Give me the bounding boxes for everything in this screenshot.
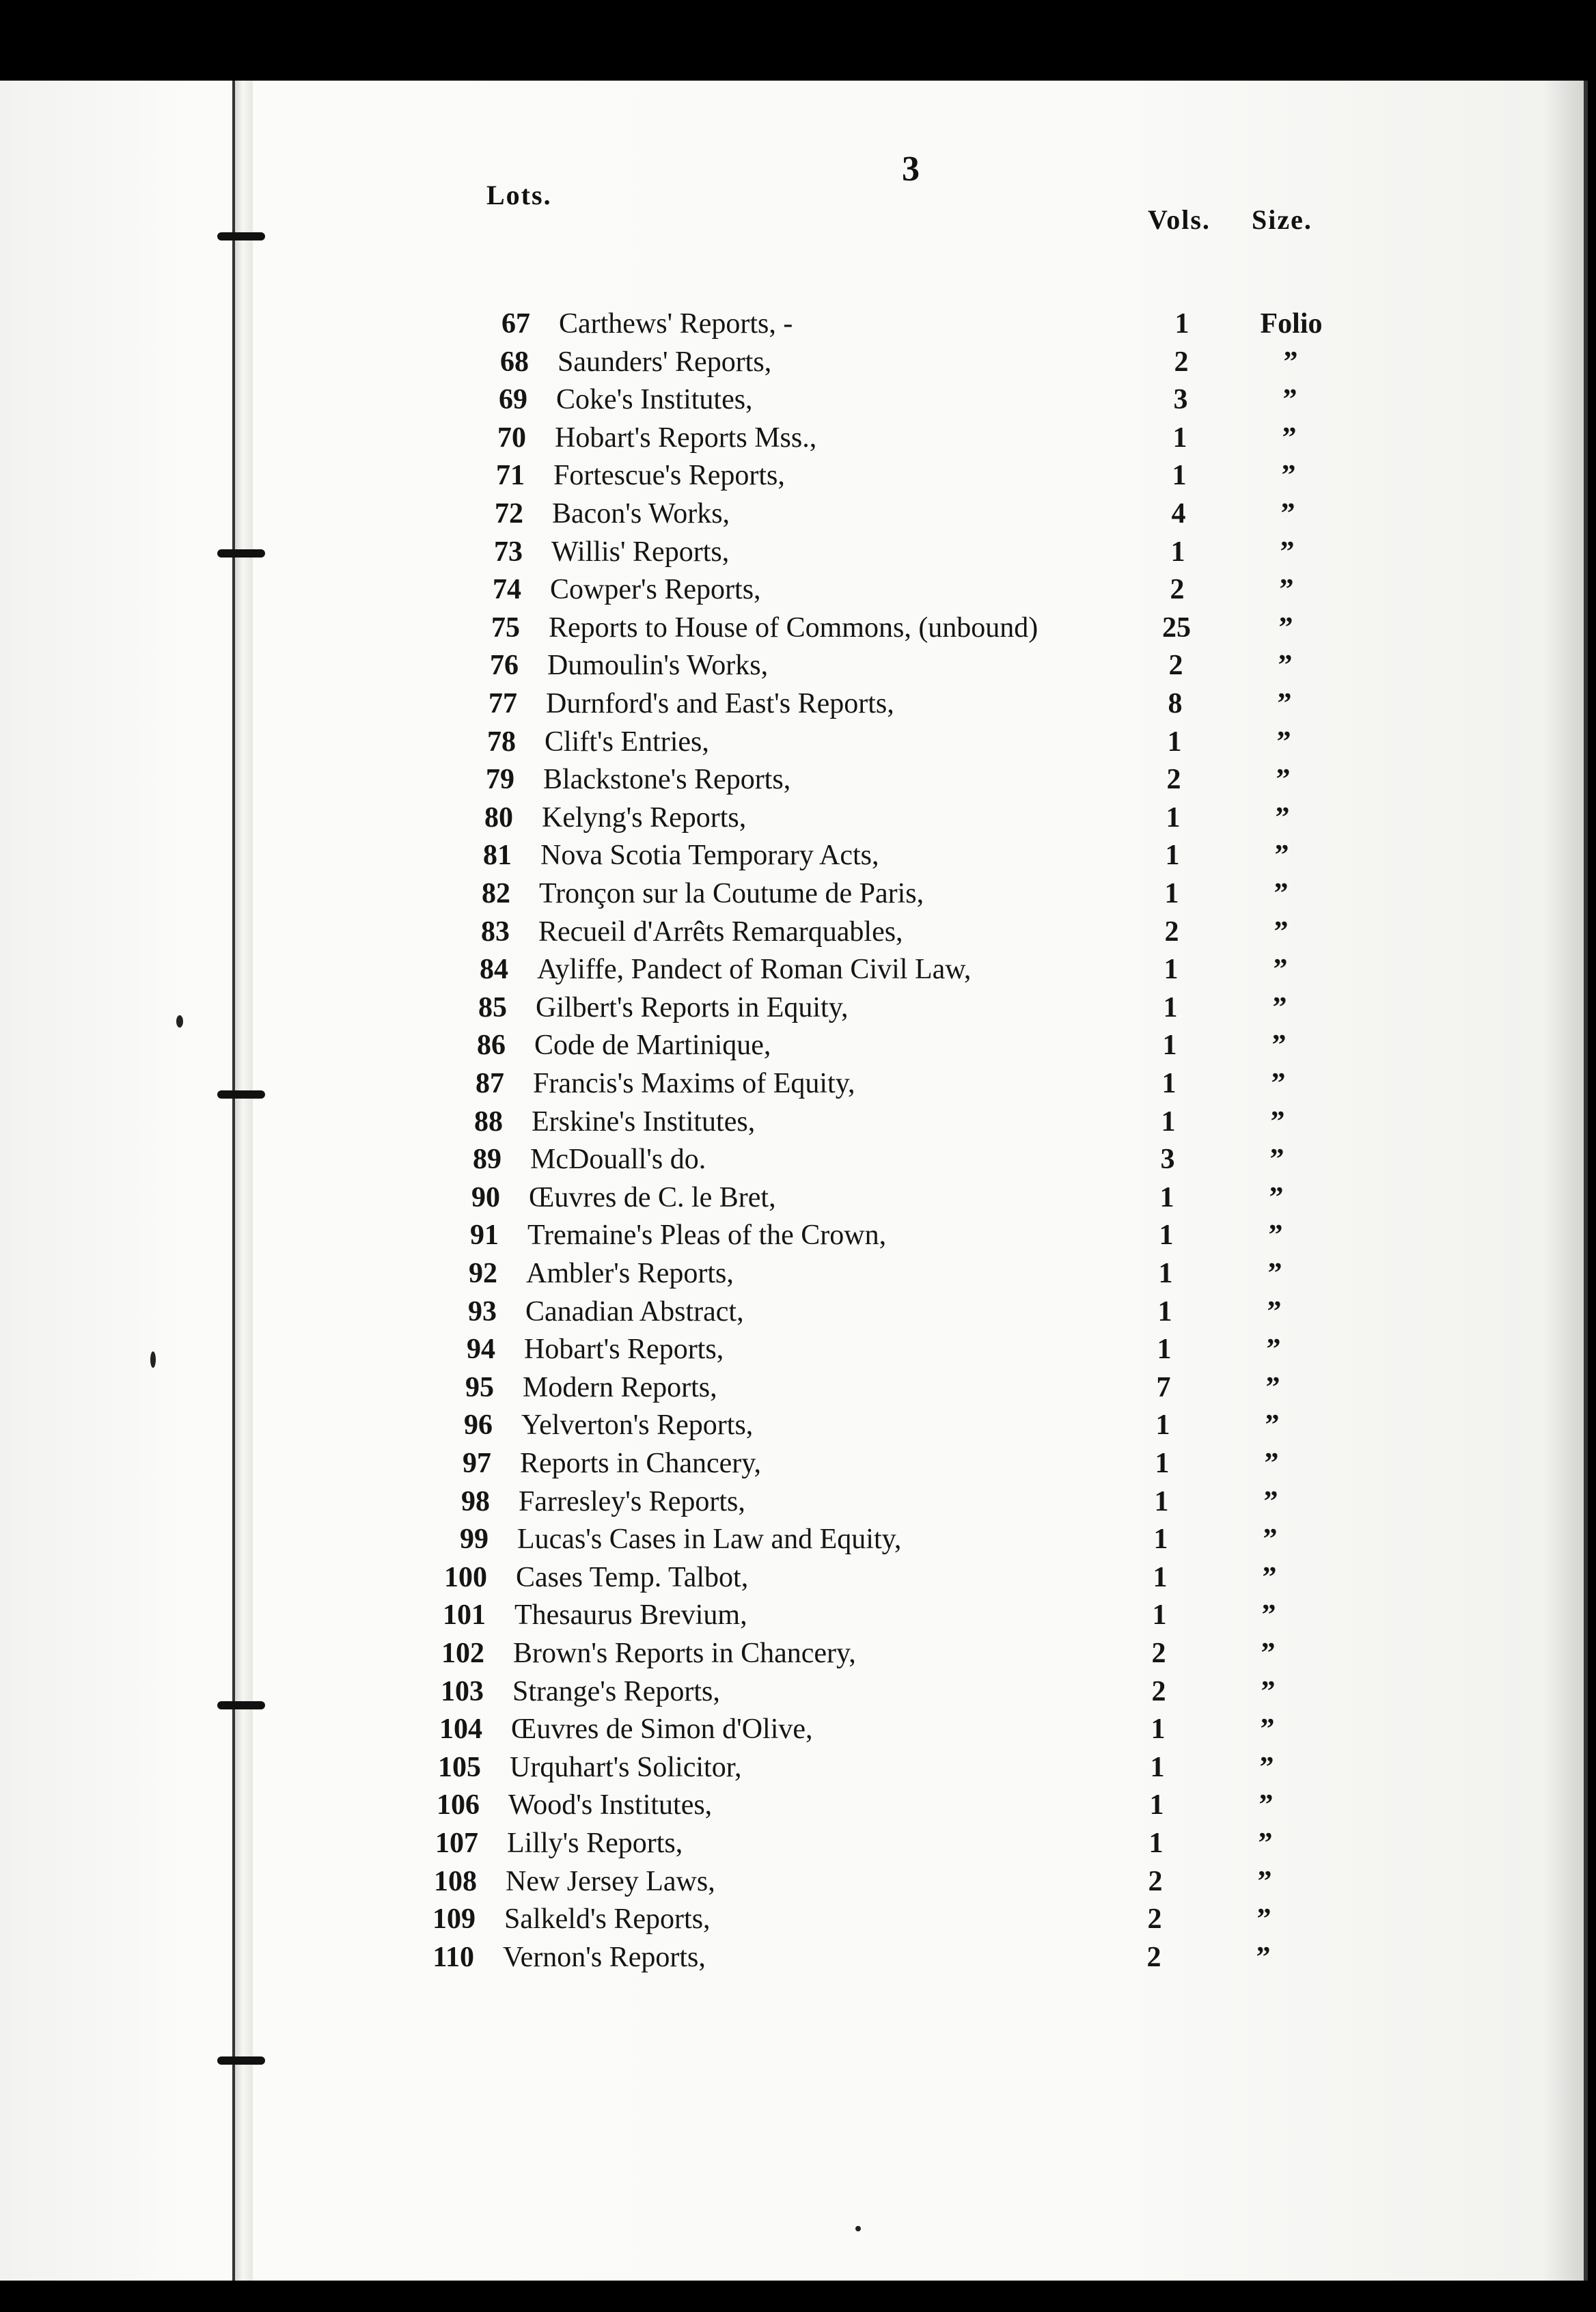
lot-row <box>0 1333 1596 1371</box>
lot-volumes: 1 <box>1163 991 1178 1023</box>
lot-volumes: 2 <box>1151 1638 1166 1669</box>
lot-number: 72 <box>495 498 523 529</box>
lot-title: Recueil d'Arrêts Remarquables, <box>538 916 903 948</box>
lot-size: ” <box>1274 840 1289 872</box>
lot-title: Cowper's Reports, <box>550 574 761 606</box>
lot-size: ” <box>1272 991 1287 1023</box>
lot-number: 78 <box>487 726 516 758</box>
lot-volumes: 1 <box>1152 1599 1167 1632</box>
lot-volumes: 1 <box>1166 801 1181 834</box>
lot-row <box>0 1827 1596 1865</box>
lot-row <box>0 1257 1596 1295</box>
lot-row <box>0 611 1596 650</box>
lot-number: 98 <box>461 1485 490 1517</box>
lot-size: ” <box>1267 1258 1282 1289</box>
lot-number: 105 <box>438 1751 481 1783</box>
lot-size: ” <box>1274 878 1289 909</box>
lot-title: Œuvres de Simon d'Olive, <box>511 1714 813 1746</box>
lot-volumes: 1 <box>1155 1409 1170 1442</box>
lot-number: 79 <box>486 764 514 796</box>
lot-row <box>0 1637 1596 1675</box>
lot-number: 95 <box>465 1371 494 1403</box>
lot-size: ” <box>1261 1675 1276 1707</box>
lot-title: Reports to House of Commons, (unbound) <box>549 611 1038 644</box>
lot-volumes: 2 <box>1148 1865 1163 1897</box>
lot-title: Œuvres de C. le Bret, <box>529 1181 776 1213</box>
lot-title: Cases Temp. Talbot, <box>516 1561 749 1593</box>
size-column-header: Size. <box>1252 204 1312 235</box>
lot-title: Reports in Chancery, <box>520 1448 762 1479</box>
lot-number: 80 <box>484 801 513 834</box>
lot-number: 75 <box>491 611 520 644</box>
lot-row <box>0 687 1596 726</box>
lot-number: 87 <box>476 1068 504 1099</box>
lot-row <box>0 1561 1596 1599</box>
lot-number: 70 <box>497 422 526 454</box>
lot-number: 68 <box>500 346 529 378</box>
lot-title: Canadian Abstract, <box>525 1295 744 1327</box>
lot-volumes: 1 <box>1151 1714 1166 1746</box>
lot-number: 107 <box>435 1828 478 1859</box>
lot-number: 77 <box>489 688 517 719</box>
lot-title: Hobart's Reports Mss., <box>555 422 817 454</box>
lot-row <box>0 916 1596 954</box>
lot-row <box>0 763 1596 801</box>
lot-size: ” <box>1280 536 1295 568</box>
lot-volumes: 1 <box>1161 1068 1177 1099</box>
lot-title: Tremaine's Pleas of the Crown, <box>527 1220 887 1252</box>
lot-volumes: 2 <box>1174 346 1189 378</box>
lot-volumes: 1 <box>1165 840 1180 872</box>
lot-title: Urquhart's Solicitor, <box>510 1751 742 1783</box>
lot-title: Wood's Institutes, <box>508 1789 713 1821</box>
lot-title: Farresley's Reports, <box>519 1485 745 1517</box>
lot-title: Ayliffe, Pandect of Roman Civil Law, <box>537 954 972 986</box>
page-number: 3 <box>902 150 920 189</box>
lot-row <box>0 1903 1596 1941</box>
lot-volumes: 1 <box>1172 460 1187 492</box>
lot-volumes: 1 <box>1159 1181 1174 1213</box>
lot-size: ” <box>1281 460 1296 492</box>
lot-size: ” <box>1268 1220 1283 1252</box>
lot-title: Hobart's Reports, <box>524 1334 724 1366</box>
lot-volumes: 1 <box>1172 422 1187 454</box>
lot-size: ” <box>1262 1561 1277 1593</box>
lot-row <box>0 953 1596 991</box>
lot-size: ” <box>1256 1941 1271 1973</box>
lot-volumes: 3 <box>1160 1144 1175 1176</box>
lot-title: Lilly's Reports, <box>507 1828 683 1859</box>
lot-size: Folio <box>1260 308 1323 340</box>
lot-number: 74 <box>493 574 521 606</box>
lot-row <box>0 1751 1596 1789</box>
lot-title: New Jersey Laws, <box>506 1865 715 1897</box>
lot-size: ” <box>1256 1903 1271 1936</box>
lot-row <box>0 1599 1596 1637</box>
lot-volumes: 1 <box>1153 1524 1168 1556</box>
lot-volumes: 1 <box>1161 1105 1176 1138</box>
lot-title: Ambler's Reports, <box>526 1258 734 1289</box>
lot-title: Salkeld's Reports, <box>504 1903 711 1936</box>
lot-volumes: 25 <box>1162 611 1191 644</box>
lot-volumes: 2 <box>1166 764 1181 796</box>
lot-title: Carthews' Reports, - <box>559 308 793 340</box>
lot-row <box>0 1295 1596 1334</box>
lot-number: 71 <box>496 460 525 492</box>
lot-row <box>0 1105 1596 1144</box>
lot-row <box>0 649 1596 687</box>
lot-volumes: 1 <box>1162 1030 1177 1062</box>
lot-size: ” <box>1276 764 1291 796</box>
lot-size: ” <box>1269 1181 1284 1213</box>
lot-volumes: 2 <box>1151 1675 1166 1707</box>
lot-size: ” <box>1271 1068 1286 1099</box>
lot-row <box>0 383 1596 422</box>
lot-number: 69 <box>499 384 527 416</box>
lot-volumes: 1 <box>1167 726 1182 758</box>
lot-title: Fortescue's Reports, <box>553 460 785 492</box>
lots-column-header: Lots. <box>486 180 552 210</box>
lot-size: ” <box>1258 1828 1273 1859</box>
lot-volumes: 1 <box>1170 536 1185 568</box>
lot-row <box>0 1181 1596 1220</box>
lot-volumes: 1 <box>1157 1295 1172 1327</box>
lot-size: ” <box>1277 688 1292 719</box>
lot-row <box>0 1029 1596 1067</box>
lot-size: ” <box>1261 1638 1276 1669</box>
lot-row <box>0 726 1596 764</box>
lot-size: ” <box>1258 1789 1274 1821</box>
lot-title: Blackstone's Reports, <box>543 764 791 796</box>
lot-row <box>0 536 1596 574</box>
lot-number: 110 <box>432 1941 474 1973</box>
lot-title: Durnford's and East's Reports, <box>546 688 894 719</box>
lot-row <box>0 1941 1596 1979</box>
lot-row <box>0 1067 1596 1105</box>
lot-row <box>0 573 1596 611</box>
lot-volumes: 1 <box>1157 1334 1172 1366</box>
lot-title: Brown's Reports in Chancery, <box>513 1638 856 1669</box>
lot-number: 83 <box>481 916 510 948</box>
lot-number: 76 <box>490 650 519 682</box>
lot-size: ” <box>1267 1295 1282 1327</box>
lot-title: Strange's Reports, <box>512 1675 720 1707</box>
lot-row <box>0 991 1596 1030</box>
lot-title: Erskine's Institutes, <box>532 1105 756 1138</box>
lot-row <box>0 1447 1596 1485</box>
lot-volumes: 1 <box>1148 1828 1164 1859</box>
lot-title: Coke's Institutes, <box>556 384 753 416</box>
lot-number: 101 <box>443 1599 486 1632</box>
vols-column-header: Vols. <box>1148 204 1211 235</box>
lot-row <box>0 1485 1596 1524</box>
lot-number: 88 <box>474 1105 503 1138</box>
lot-size: ” <box>1279 574 1294 606</box>
lot-number: 97 <box>463 1448 491 1479</box>
lot-number: 104 <box>439 1714 482 1746</box>
lot-number: 92 <box>469 1258 497 1289</box>
lot-row <box>0 1713 1596 1751</box>
lot-size: ” <box>1263 1524 1278 1556</box>
lot-title: Dumoulin's Works, <box>547 650 769 682</box>
lot-size: ” <box>1275 801 1290 834</box>
lot-number: 91 <box>470 1220 499 1252</box>
lot-row <box>0 1409 1596 1447</box>
lot-volumes: 2 <box>1168 650 1183 682</box>
lot-title: McDouall's do. <box>530 1144 706 1176</box>
lot-row <box>0 1865 1596 1903</box>
lot-row <box>0 1371 1596 1409</box>
lot-volumes: 1 <box>1155 1448 1170 1479</box>
lot-title: Yelverton's Reports, <box>521 1409 754 1442</box>
lot-number: 99 <box>460 1524 489 1556</box>
lot-number: 93 <box>468 1295 497 1327</box>
lot-size: ” <box>1269 1144 1284 1176</box>
lot-volumes: 1 <box>1150 1751 1165 1783</box>
lot-row <box>0 801 1596 840</box>
lot-number: 89 <box>473 1144 501 1176</box>
lot-number: 103 <box>441 1675 484 1707</box>
stitch-mark <box>217 232 265 240</box>
lot-title: Thesaurus Brevium, <box>514 1599 747 1632</box>
lot-row <box>0 346 1596 384</box>
lot-title: Willis' Reports, <box>551 536 730 568</box>
lot-size: ” <box>1264 1448 1279 1479</box>
lot-number: 96 <box>464 1409 493 1442</box>
lot-volumes: 2 <box>1164 916 1179 948</box>
lot-number: 94 <box>467 1334 495 1366</box>
lot-size: ” <box>1278 650 1293 682</box>
lot-number: 85 <box>478 991 507 1023</box>
lot-volumes: 1 <box>1164 878 1179 909</box>
lot-volumes: 1 <box>1159 1220 1174 1252</box>
lot-title: Nova Scotia Temporary Acts, <box>540 840 879 872</box>
lot-size: ” <box>1265 1409 1280 1442</box>
lot-row <box>0 422 1596 460</box>
lot-number: 108 <box>434 1865 477 1897</box>
lot-size: ” <box>1261 1599 1276 1632</box>
lot-volumes: 3 <box>1173 384 1188 416</box>
lot-title: Modern Reports, <box>523 1371 717 1403</box>
lot-number: 90 <box>471 1181 500 1213</box>
lot-volumes: 8 <box>1168 688 1183 719</box>
lot-row <box>0 1675 1596 1714</box>
lot-title: Bacon's Works, <box>552 498 730 529</box>
lot-row <box>0 1523 1596 1561</box>
lot-size: ” <box>1265 1371 1280 1403</box>
lot-size: ” <box>1260 1714 1275 1746</box>
lot-size: ” <box>1278 611 1293 644</box>
lot-volumes: 1 <box>1164 954 1179 986</box>
lot-number: 73 <box>494 536 523 568</box>
ink-speck <box>855 2226 861 2231</box>
lot-title: Tronçon sur la Coutume de Paris, <box>539 878 924 909</box>
lot-size: ” <box>1276 726 1291 758</box>
lot-title: Lucas's Cases in Law and Equity, <box>517 1524 902 1556</box>
lot-row <box>0 839 1596 877</box>
lot-volumes: 1 <box>1153 1561 1168 1593</box>
lot-volumes: 1 <box>1154 1485 1169 1517</box>
lot-number: 102 <box>441 1638 484 1669</box>
lot-size: ” <box>1271 1030 1287 1062</box>
lot-title: Francis's Maxims of Equity, <box>533 1068 855 1099</box>
lot-volumes: 1 <box>1174 308 1189 340</box>
lot-row <box>0 1143 1596 1181</box>
lot-title: Gilbert's Reports in Equity, <box>536 991 849 1023</box>
lot-number: 67 <box>501 308 530 340</box>
lot-volumes: 2 <box>1147 1903 1162 1936</box>
lot-volumes: 2 <box>1146 1941 1161 1973</box>
lot-row <box>0 497 1596 536</box>
lot-volumes: 7 <box>1156 1371 1171 1403</box>
lot-volumes: 1 <box>1149 1789 1164 1821</box>
lot-title: Saunders' Reports, <box>558 346 772 378</box>
lot-number: 84 <box>480 954 508 986</box>
lot-title: Clift's Entries, <box>545 726 709 758</box>
lot-size: ” <box>1282 422 1297 454</box>
lot-row <box>0 459 1596 497</box>
lot-number: 109 <box>432 1903 476 1936</box>
lot-volumes: 1 <box>1158 1258 1173 1289</box>
lot-volumes: 2 <box>1170 574 1185 606</box>
lot-size: ” <box>1259 1751 1274 1783</box>
stitch-mark <box>217 2056 265 2065</box>
lot-row <box>0 307 1596 346</box>
lot-size: ” <box>1257 1865 1272 1897</box>
lot-number: 100 <box>444 1561 487 1593</box>
lot-title: Kelyng's Reports, <box>542 801 747 834</box>
lot-number: 106 <box>437 1789 480 1821</box>
lot-title: Vernon's Reports, <box>503 1941 706 1973</box>
lot-size: ” <box>1282 384 1297 416</box>
lot-size: ” <box>1270 1105 1285 1138</box>
lot-number: 82 <box>482 878 510 909</box>
lot-size: ” <box>1266 1334 1281 1366</box>
lot-row <box>0 1789 1596 1827</box>
lot-row <box>0 1219 1596 1257</box>
lot-size: ” <box>1273 954 1288 986</box>
lot-volumes: 4 <box>1171 498 1186 529</box>
lot-number: 86 <box>477 1030 506 1062</box>
lot-size: ” <box>1280 498 1295 529</box>
lot-size: ” <box>1283 346 1298 378</box>
lot-size: ” <box>1263 1485 1278 1517</box>
lot-size: ” <box>1274 916 1289 948</box>
lot-number: 81 <box>483 840 512 872</box>
lot-title: Code de Martinique, <box>534 1030 771 1062</box>
lot-row <box>0 877 1596 916</box>
